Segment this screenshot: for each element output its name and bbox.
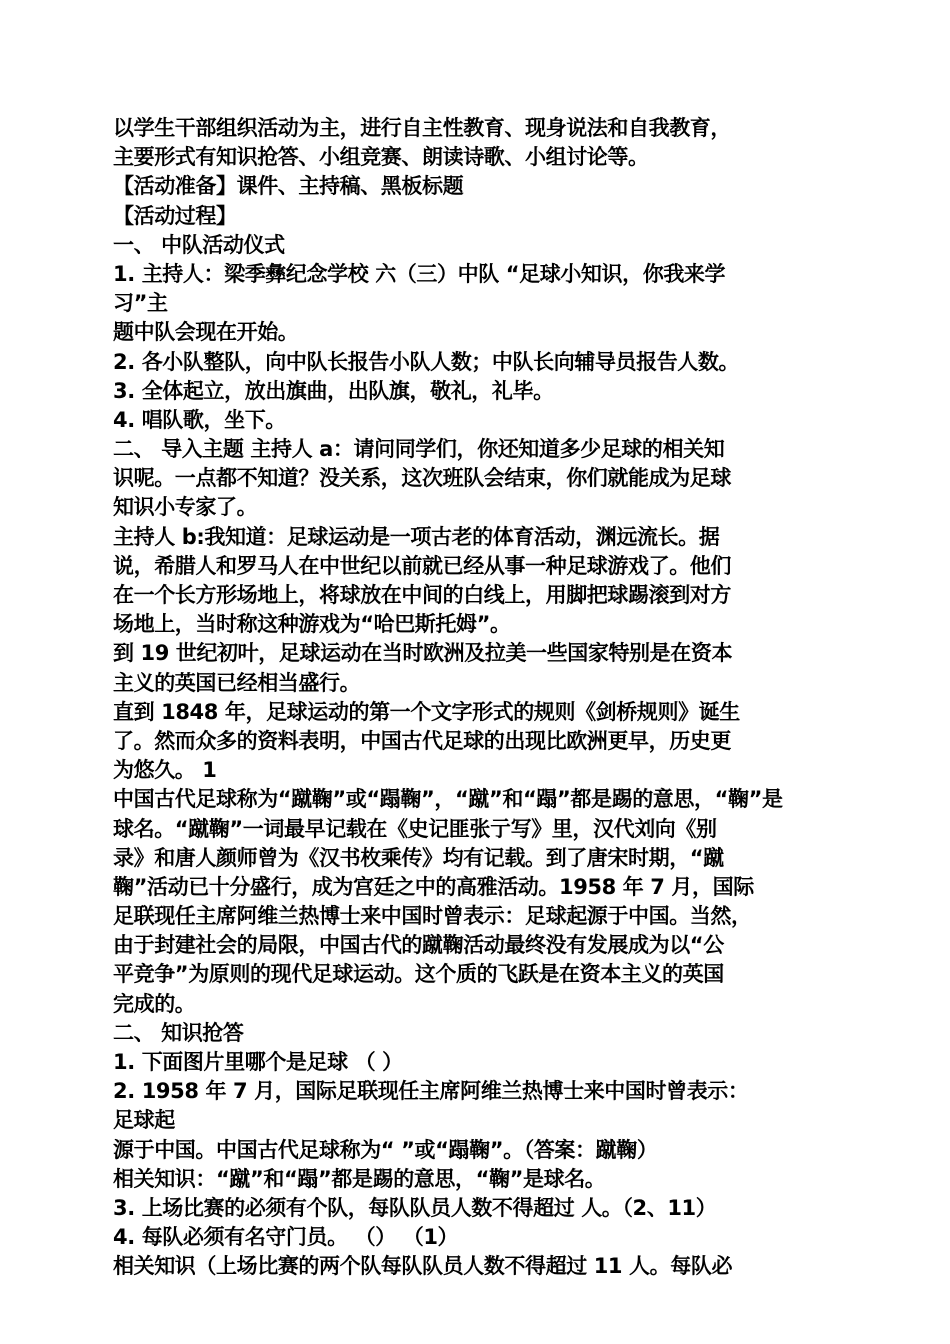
text-line: 场地上，当时称这种游戏为“哈巴斯托姆”。 <box>113 612 511 637</box>
text-line: 4. 每队必须有名守门员。 （） （1） <box>113 1225 459 1250</box>
text-line: 到 19 世纪初叶，足球运动在当时欧洲及拉美一些国家特别是在资本 <box>113 641 733 666</box>
text-line: 主要形式有知识抢答、小组竞赛、朗读诗歌、小组讨论等。 <box>113 145 649 170</box>
text-line: 足联现任主席阿维兰热博士来中国时曾表示：足球起源于中国。当然， <box>113 904 752 929</box>
text-line: 鞠”活动已十分盛行，成为宫廷之中的高雅活动。1958 年 7 月，国际 <box>113 874 754 899</box>
text-line: 说，希腊人和罗马人在中世纪以前就已经从事一种足球游戏了。他们 <box>113 553 731 578</box>
text-line: 了。然而众多的资料表明，中国古代足球的出现比欧洲更早，历史更 <box>113 728 731 753</box>
text-line: 3. 全体起立，放出旗曲，出队旗，敬礼，礼毕。 <box>113 378 554 403</box>
text-line: 1. 主持人：梁季彝纪念学校 六（三）中队 “足球小知识，你我来学 <box>113 261 726 286</box>
section-heading: 【活动过程】 <box>113 203 237 228</box>
text-line: 录》和唐人颜师曾为《汉书枚乘传》均有记载。到了唐宋时期，“蹴 <box>113 845 724 870</box>
document-body <box>113 114 853 1282</box>
section-heading: 二、 导入主题 主持人 a：请问同学们，你还知道多少足球的相关知 <box>113 437 725 462</box>
text-line: 4. 唱队歌，坐下。 <box>113 407 286 432</box>
text-line: 相关知识：“蹴”和“蹋”都是踢的意思，“鞠”是球名。 <box>113 1166 606 1191</box>
text-line: 以学生干部组织活动为主，进行自主性教育、现身说法和自我教育， <box>113 116 731 140</box>
text-line: 题中队会现在开始。 <box>113 320 299 345</box>
text-line: 知识小专家了。 <box>113 495 258 520</box>
section-heading: 【活动准备】课件、主持稿、黑板标题 <box>113 174 464 199</box>
text-line: 在一个长方形场地上，将球放在中间的白线上，用脚把球踢滚到对方 <box>113 583 731 607</box>
section-heading: 二、 知识抢答 <box>113 1020 244 1045</box>
text-line: 主义的英国已经相当盛行。 <box>113 670 361 695</box>
text-line: 平竞争”为原则的现代足球运动。这个质的飞跃是在资本主义的英国 <box>113 962 724 987</box>
text-line: 完成的。 <box>113 991 196 1016</box>
text-line: 足球起 <box>113 1108 175 1133</box>
text-line: 2. 各小队整队，向中队长报告小队人数；中队长向辅导员报告人数。 <box>113 349 740 374</box>
text-line: 习”主 <box>113 291 168 316</box>
text-line: 为悠久。 1 <box>113 758 217 783</box>
text-line: 直到 1848 年，足球运动的第一个文字形式的规则《剑桥规则》诞生 <box>113 699 740 724</box>
section-heading: 一、 中队活动仪式 <box>113 232 285 257</box>
text-line: 识呢。一点都不知道？没关系，这次班队会结束，你们就能成为足球 <box>113 466 731 491</box>
text-line: 主持人 b:我知道：足球运动是一项古老的体育活动，渊远流长。据 <box>113 524 720 549</box>
text-line: 3. 上场比赛的必须有个队，每队队员人数不得超过 人。（2、11） <box>113 1195 717 1220</box>
text-line: 相关知识（上场比赛的两个队每队队员人数不得超过 11 人。每队必 <box>113 1254 733 1279</box>
text-line: 球名。“蹴鞠”一词最早记载在《史记匪张亍写》里，汉代刘向《别 <box>113 816 717 841</box>
text-line: 1. 下面图片里哪个是足球 （ ） <box>113 1050 403 1074</box>
text-line: 由于封建社会的局限，中国古代的蹴鞠活动最终没有发展成为以“公 <box>113 933 724 958</box>
text-line: 源于中国。中国古代足球称为“ ”或“蹋鞠”。（答案：蹴鞠） <box>113 1137 658 1162</box>
text-line: 2. 1958 年 7 月，国际足联现任主席阿维兰热博士来中国时曾表示： <box>113 1079 749 1104</box>
text-line: 中国古代足球称为“蹴鞠”或“蹋鞠”，“蹴”和“蹋”都是踢的意思，“鞠”是 <box>113 787 783 812</box>
